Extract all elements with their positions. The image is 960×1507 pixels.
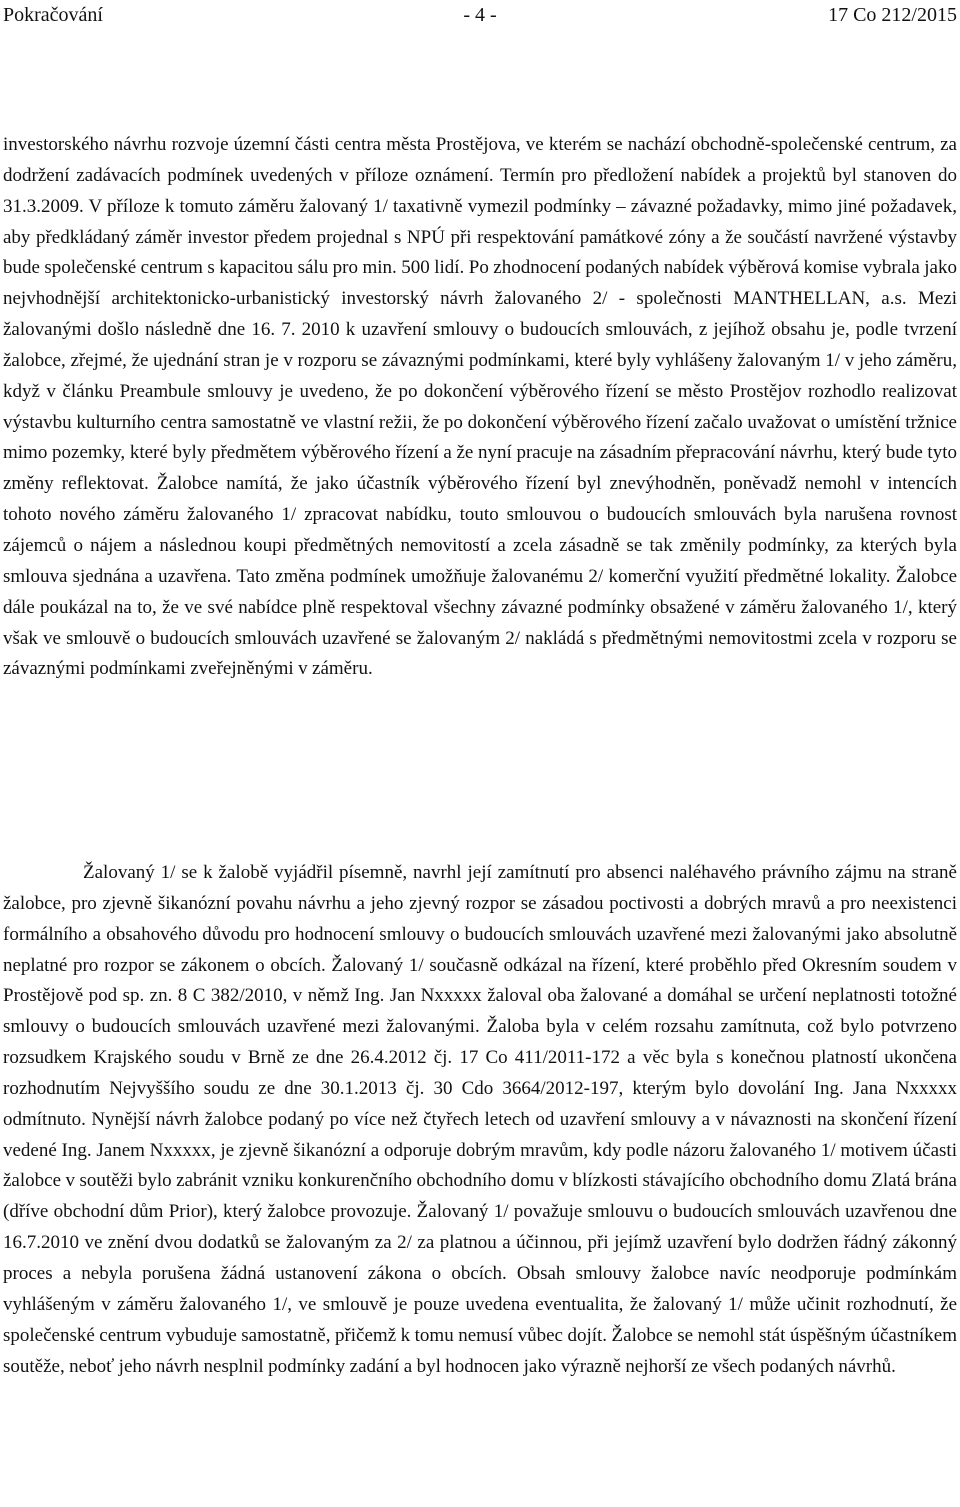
body-paragraph: investorského návrhu rozvoje územní části centra města Prostějova, ve kterém se nachází obchodně-společenské centrum, za dodržení zadávacích podmínek uvedených v příloze oznámení. Termín pro předložení nabídek a projektů byl stanoven do 31.3.2009. V příloze k tomuto záměru žalovaný 1/ taxativně vymezil podmínky – závazné požadavky, mimo jiné požadavek, aby předkládaný záměr investor předem projednal s NPÚ při respektování památkové zóny a že součástí navržené výstavby bude společenské centrum s kapacitou sálu pro min. 500 lidí. Po zhodnocení podaných nabídek výběrová komise vybrala jako nejvhodnější architektonicko-urbanistický investorský návrh žalovaného 2/ - společnosti MANTHELLAN, a.s. Mezi žalovanými došlo následně dne 16. 7. 2010 k uzavření smlouvy o budoucích smlouvách, z jejíhož obsahu je, podle tvrzení žalobce, zřejmé, že ujednání stran je v rozporu se závaznými podmínkami, které byly vyhlášeny žalovaným 1/ v jeho záměru, když v článku Preambule smlouvy je uvedeno, že po dokončení výběrového řízení se město Prostějov rozhodlo realizovat výstavbu kulturního centra samostatně ve vlastní režii, že po dokončení výběrového řízení začalo uvažovat o umístění tržnice mimo pozemky, které byly předmětem výběrového řízení a že nyní pracuje na zásadním přepracování návrhu, který bude tyto změny reflektovat. Žalobce namítá, že jako účastník výběrového řízení byl znevýhodněn, poněvadž nemohl v intencích tohoto nového záměru žalovaného 1/ zpracovat nabídku, touto smlouvou o budoucích smlouvách byla narušena rovnost zájemců o nájem a následnou koupi předmětných nemovitostí a zcela zásadně se tak změnily podmínky, za kterých byla smlouva sjednána a uzavřena. Tato změna podmínek umožňuje žalovanému 2/ komerční využití předmětné lokality. Žalobce dále poukázal na to, že ve své nabídce plně respektoval všechny závazné podmínky obsažené v záměru žalovaného 1/, který však ve smlouvě o budoucích smlouvách uzavřené se žalovaným 2/ nakládá s předmětnými nemovitostmi zcela v rozporu se závaznými podmínkami zveřejněnými v záměru. (3, 134, 957, 680)
header-continuation-label: Pokračování (3, 4, 103, 26)
body-paragraph: Žalovaný 1/ se k žalobě vyjádřil písemně, navrhl její zamítnutí pro absenci naléhavého právního zájmu na straně žalobce, pro zjevně šikanózní povahu návrhu a jeho zjevný rozpor se zásadou poctivosti a dobrých mravů a pro neexistenci formálního a obsahového důvodu pro hodnocení smlouvy o budoucích smlouvách uzavřené mezi žalovanými jako absolutně neplatné pro rozpor se zákonem o obcích. Žalovaný 1/ současně odkázal na řízení, které proběhlo před Okresním soudem v Prostějově pod sp. zn. 8 C 382/2010, v němž Ing. Jan Nxxxxx žaloval oba žalované a domáhal se určení neplatnosti totožné smlouvy o budoucích smlouvách uzavřené mezi žalovanými. Žaloba byla v celém rozsahu zamítnuta, což bylo potvrzeno rozsudkem Krajského soudu v Brně ze dne 26.4.2012 čj. 17 Co 411/2011-172 a věc byla s konečnou platností ukončena rozhodnutím Nejvyššího soudu ze dne 30.1.2013 čj. 30 Cdo 3664/2012-197, kterým bylo dovolání Ing. Jana Nxxxxx odmítnuto. Nynější návrh žalobce podaný po více než čtyřech letech od uzavření smlouvy a v návaznosti na skončení řízení vedené Ing. Janem Nxxxxx, je zjevně šikanózní a odporuje dobrým mravům, kdy podle názoru žalovaného 1/ motivem účasti žalobce v soutěži bylo zabránit vzniku konkurenčního obchodního domu v blízkosti stávajícího obchodního domu Zlatá brána (dříve obchodní dům Prior), který žalobce provozuje. Žalovaný 1/ považuje smlouvu o budoucích smlouvách uzavřenou dne 16.7.2010 ve znění dvou dodatků se žalovaným za 2/ za platnou a účinnou, při jejímž uzavření bylo dodržen řádný zákonný proces a nebyla porušena žádná ustanovení zákona o obcích. Obsah smlouvy žalobce navíc neodporuje podmínkám vyhlášeným v záměru žalovaného 1/, ve smlouvě je pouze uvedena eventualita, že žalovaný 1/ může učinit rozhodnutí, že společenské centrum vybuduje samostatně, přičemž k tomu nemusí vůbec dojít. Žalobce se nemohl stát úspěšným účastníkem soutěže, neboť jeho návrh nesplnil podmínky zadání a byl hodnocen jako výrazně nejhorší ze všech podaných návrhů. (3, 862, 957, 1377)
case-number: 17 Co 212/2015 (828, 4, 957, 26)
page-header (3, 2, 957, 28)
page-number: - 4 - (463, 4, 497, 26)
